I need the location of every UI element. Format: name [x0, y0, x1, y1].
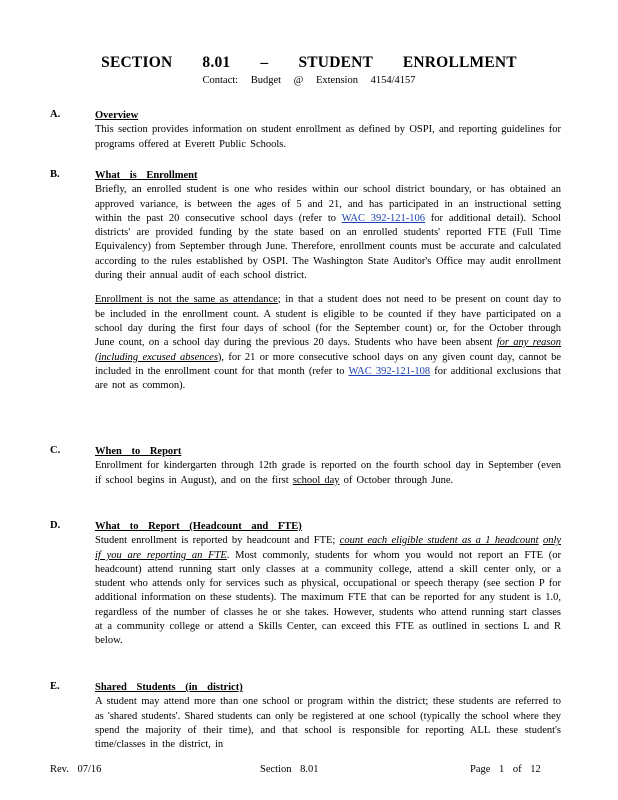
footer-section: Section 8.01 [260, 764, 319, 775]
wac-link[interactable]: WAC 392-121-108 [348, 365, 431, 377]
section-heading: Overview [95, 110, 139, 121]
section-letter: C. [50, 445, 61, 456]
section-paragraph: Enrollment is not the same as attendance; in that a student does not need to be present on count day to be included in the enrollment count. A student is eligible to be counted if they have participated on a school day during the first four days of school (for the September count) or, for the October through June count, on a school day during the previous 20 days. Students who have been absent for any reason (including excused absences), for 21 or more consecutive school days on any given count day, cannot be included in the enrollment count for that month (refer to WAC 392-121-108 for additional exclusions that are not as common). [95, 294, 562, 392]
section-text: This section provides information on student enrollment as defined by OSPI, and reporting guidelines for programs offered at Everett Public Schools. [95, 124, 561, 150]
section-heading: What to Report (Headcount and FTE) [95, 521, 302, 532]
section-paragraph: Student enrollment is reported by headcount and FTE; count each eligible student as a 1 headcount only if you are reporting an FTE. Most commonly, students for whom you would not report an FTE (or headcount) attend running start only classes at a community college, attend a skill center only, or a student who attends only for services such as physical, occupational or speech therapy (see section P for additional information on these students). The maximum FTE that can be reported for any student is 1.0, regardless of the number of classes he or she takes. However, students who attend running start classes at a community college or attend a Skills Center, can exceed this FTE as outlined in sections L and R below. [95, 535, 562, 647]
section-letter: D. [50, 520, 61, 531]
section-heading: Shared Students (in district) [95, 682, 243, 693]
footer-revision: Rev. 07/16 [50, 764, 102, 775]
section-heading: What is Enrollment [95, 170, 198, 181]
contact-line: Contact: Budget @ Extension 4154/4157 [202, 75, 416, 86]
section-letter: E. [50, 681, 60, 692]
section-paragraph: Briefly, an enrolled student is one who resides within our school district boundary, or has obtained an approved variance, is between the ages of 5 and 21, and has participated in an instructional setting within the past 20 consecutive school days (refer to WAC 392-121-106 for additional detail). School districts' are provided funding by the state based on an enrolled students' reported FTE (Full Time Equivalency) from September through June. Therefore, enrollment counts must be accurate and calculated according to the rules established by OSPI. The Washington State Auditor's Office may audit enrollment during their annual audit of each school district. [95, 184, 561, 282]
section-letter: B. [50, 169, 60, 180]
section-heading: When to Report [95, 446, 182, 457]
wac-link[interactable]: WAC 392-121-106 [341, 212, 426, 224]
section-letter: A. [50, 109, 61, 120]
section-text: A student may attend more than one school or program within the district; these students are referred to as 'shared students'. Shared students can only be registered at one school (typically the school where they spend the majority of their time), and that school is responsible for reporting ALL these student's time/classes in the district, in [95, 696, 561, 751]
section-paragraph: Enrollment for kindergarten through 12th grade is reported on the fourth school day in September (even if school begins in August), and on the first school day of October through June. [95, 460, 561, 486]
footer-page-number: Page 1 of 12 [470, 764, 541, 775]
page-title: SECTION 8.01 – STUDENT ENROLLMENT [101, 54, 517, 71]
